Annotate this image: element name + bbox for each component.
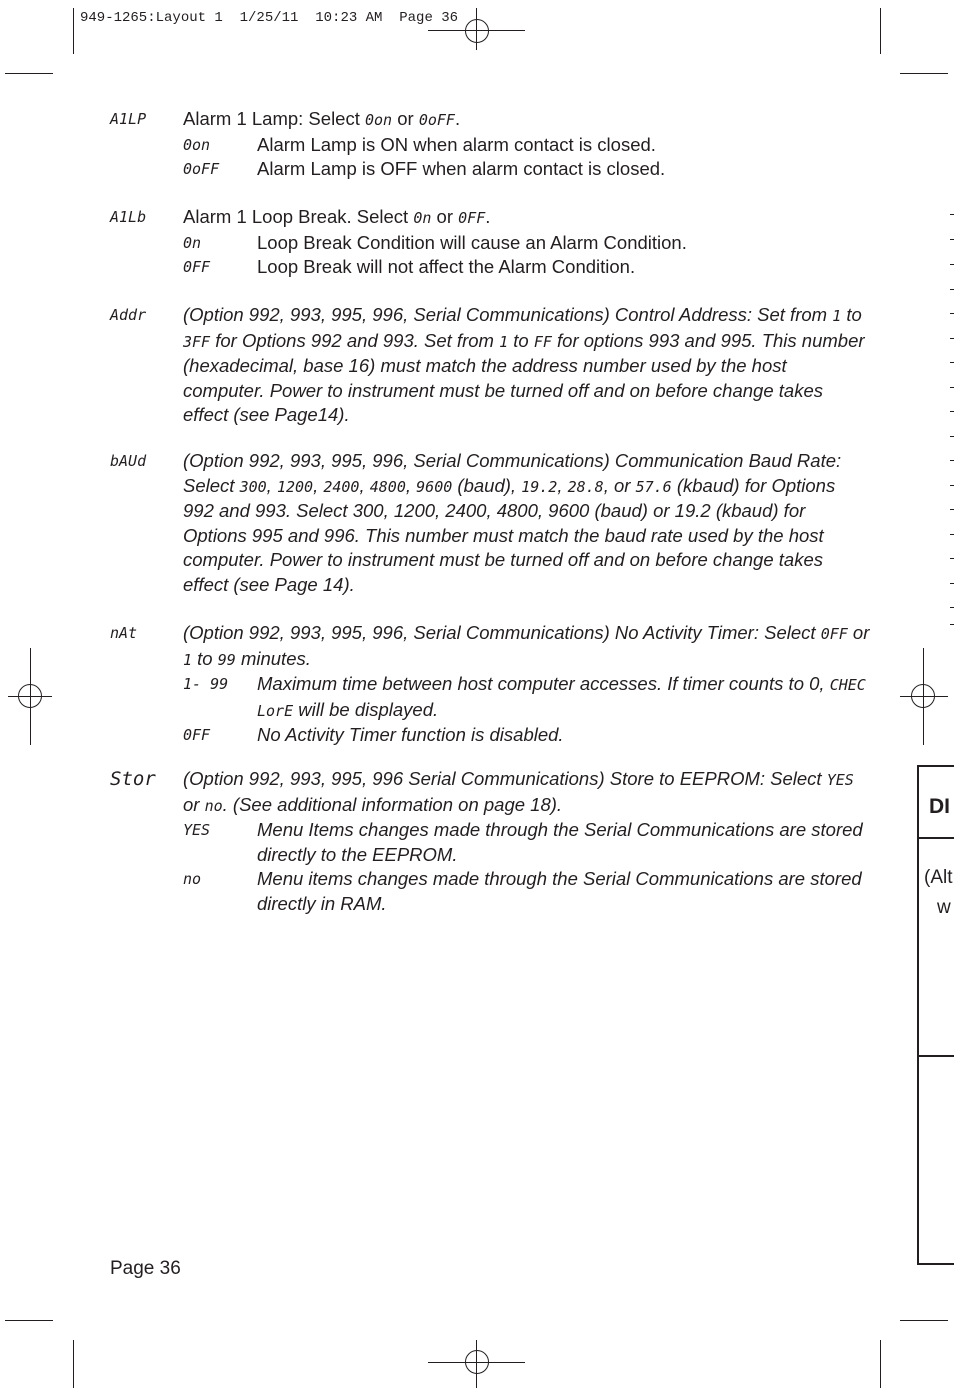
option-row: 0n Loop Break Condition will cause an Alarm Condition. xyxy=(183,231,687,253)
crop-mark xyxy=(900,1320,948,1321)
page-number: Page 36 xyxy=(110,1258,181,1279)
crop-mark xyxy=(880,1340,881,1388)
menu-entry-store-eeprom xyxy=(110,767,870,916)
crop-mark xyxy=(5,1320,53,1321)
crop-mark xyxy=(880,8,881,54)
menu-entry-baud-rate xyxy=(110,449,870,597)
display-code: Addr xyxy=(110,306,147,324)
option-row: 1- 99 Maximum time between host computer accesses. If timer counts to 0, CHEC LorE will be displayed. xyxy=(183,673,866,720)
crop-mark xyxy=(5,73,53,74)
display-code: A1LP xyxy=(110,110,147,128)
print-slug: 949-1265:Layout 1 1/25/11 10:23 AM Page 36 xyxy=(80,10,459,26)
option-row: YES Menu Items changes made through the Serial Communications are stored directly to the EEPROM. xyxy=(183,819,863,865)
option-row: no Menu items changes made through the Serial Communications are stored directly in RAM. xyxy=(183,868,862,914)
box-heading: DI xyxy=(929,795,950,818)
entry-description: (Option 992, 993, 995, 996 Serial Communications) Store to EEPROM: Select YES or no. (See additional information on page 18). xyxy=(183,768,854,815)
display-code: A1Lb xyxy=(110,208,147,226)
entry-description: (Option 992, 993, 995, 996, Serial Communications) Communication Baud Rate: Select 300, 1200, 2400, 4800, 9600 (baud), 19.2, 28.8, or 57.6 (kbaud) for Options 992 and 993. Select 300, 1200, 2400, 4800, 9600 (baud) or 19.2 (kbaud) for Options 995 and 996. This number must match the baud rate used by the host computer. Power to instrument must be turned off and on before change takes effect (see Page 14). xyxy=(183,450,842,595)
option-row: 0on Alarm Lamp is ON when alarm contact is closed. xyxy=(183,133,656,155)
option-row: 0FF Loop Break will not affect the Alarm Condition. xyxy=(183,256,636,277)
menu-entry-alarm1-lamp xyxy=(110,107,870,182)
box-line: w xyxy=(937,897,951,918)
entry-description: Alarm 1 Loop Break. Select 0n or 0FF. xyxy=(183,206,491,227)
menu-entry-alarm1-loop-break xyxy=(110,205,870,280)
option-row: 0FF No Activity Timer function is disabled. xyxy=(183,724,564,745)
display-code: Stor xyxy=(110,768,156,790)
entry-description: (Option 992, 993, 995, 996, Serial Communications) Control Address: Set from 1 to 3FF for Options 992 and 993. Set from 1 to FF for options 993 and 995. This number (hexadecimal, base 16) must match the address number used by the host computer. Power to instrument must be turned off and on before change takes effect (see Page14). xyxy=(183,304,865,425)
menu-entry-control-address xyxy=(110,303,870,428)
crop-mark xyxy=(73,1340,74,1388)
facing-page-box xyxy=(917,765,954,1265)
display-code: bAUd xyxy=(110,452,147,470)
entry-description: (Option 992, 993, 995, 996, Serial Communications) No Activity Timer: Select 0FF or 1 to 99 minutes. xyxy=(183,622,870,669)
box-line: (Alt xyxy=(924,867,953,888)
entry-description: Alarm 1 Lamp: Select 0on or 0oFF. xyxy=(183,108,461,129)
display-code: nAt xyxy=(110,624,138,642)
crop-mark xyxy=(73,8,74,54)
menu-entry-no-activity-timer xyxy=(110,621,870,748)
crop-mark xyxy=(900,73,948,74)
option-row: 0oFF Alarm Lamp is OFF when alarm contact is closed. xyxy=(183,158,666,179)
